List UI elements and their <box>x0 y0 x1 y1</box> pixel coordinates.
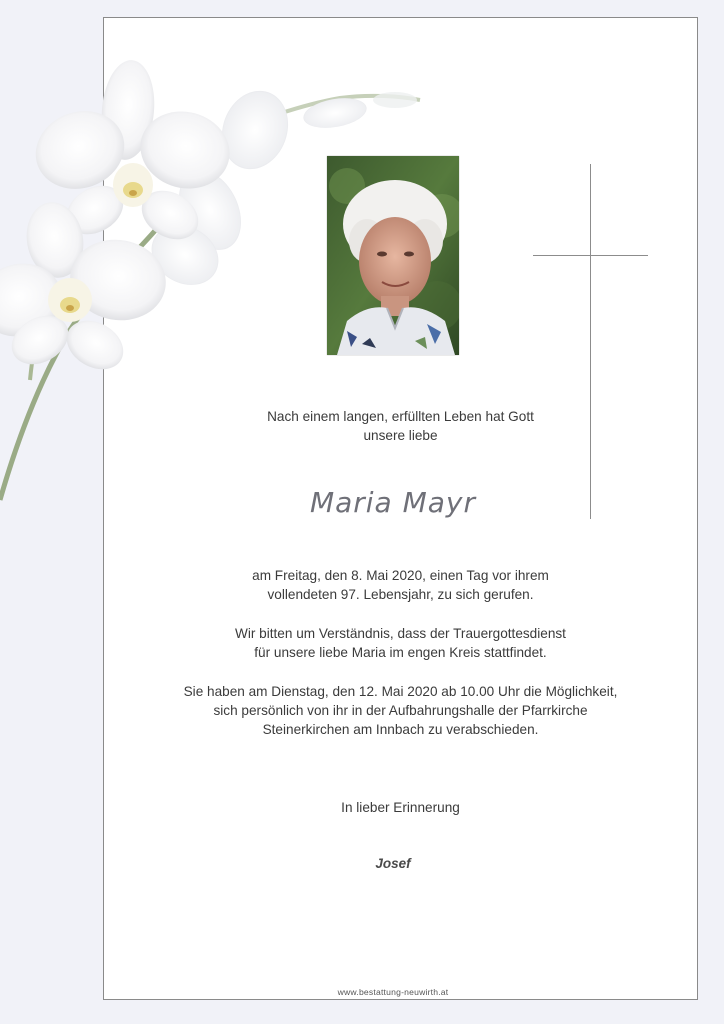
farewell-text <box>103 682 698 739</box>
closing-text <box>103 798 698 817</box>
intro-line-1: Nach einem langen, erfüllten Leben hat Gott <box>267 409 534 424</box>
farewell-line-1: Sie haben am Dienstag, den 12. Mai 2020 ab 10.00 Uhr die Möglichkeit, <box>183 684 618 699</box>
footer-website-link[interactable]: www.bestattung-neuwirth.at <box>337 987 449 997</box>
service-line-2: für unsere liebe Maria im engen Kreis stattfindet. <box>254 645 547 660</box>
death-line-1: am Freitag, den 8. Mai 2020, einen Tag vor ihrem <box>252 568 549 583</box>
portrait-photo <box>327 156 459 355</box>
closing-line: In lieber Erinnerung <box>341 800 460 815</box>
farewell-line-3: Steinerkirchen am Innbach zu verabschieden. <box>262 722 539 737</box>
death-line-2: vollendeten 97. Lebensjahr, zu sich gerufen. <box>267 587 534 602</box>
deceased-name: Maria Mayr <box>309 486 477 519</box>
signer-name: Josef <box>375 856 411 871</box>
intro-line-2: unsere liebe <box>363 428 438 443</box>
intro-text <box>103 407 698 445</box>
farewell-line-2: sich persönlich von ihr in der Aufbahrungshalle der Pfarrkirche <box>213 703 588 718</box>
service-line-1: Wir bitten um Verständnis, dass der Trauergottesdienst <box>235 626 566 641</box>
cross-bar <box>533 255 648 256</box>
death-text <box>103 566 698 604</box>
cross-icon <box>590 164 591 519</box>
service-text <box>103 624 698 662</box>
